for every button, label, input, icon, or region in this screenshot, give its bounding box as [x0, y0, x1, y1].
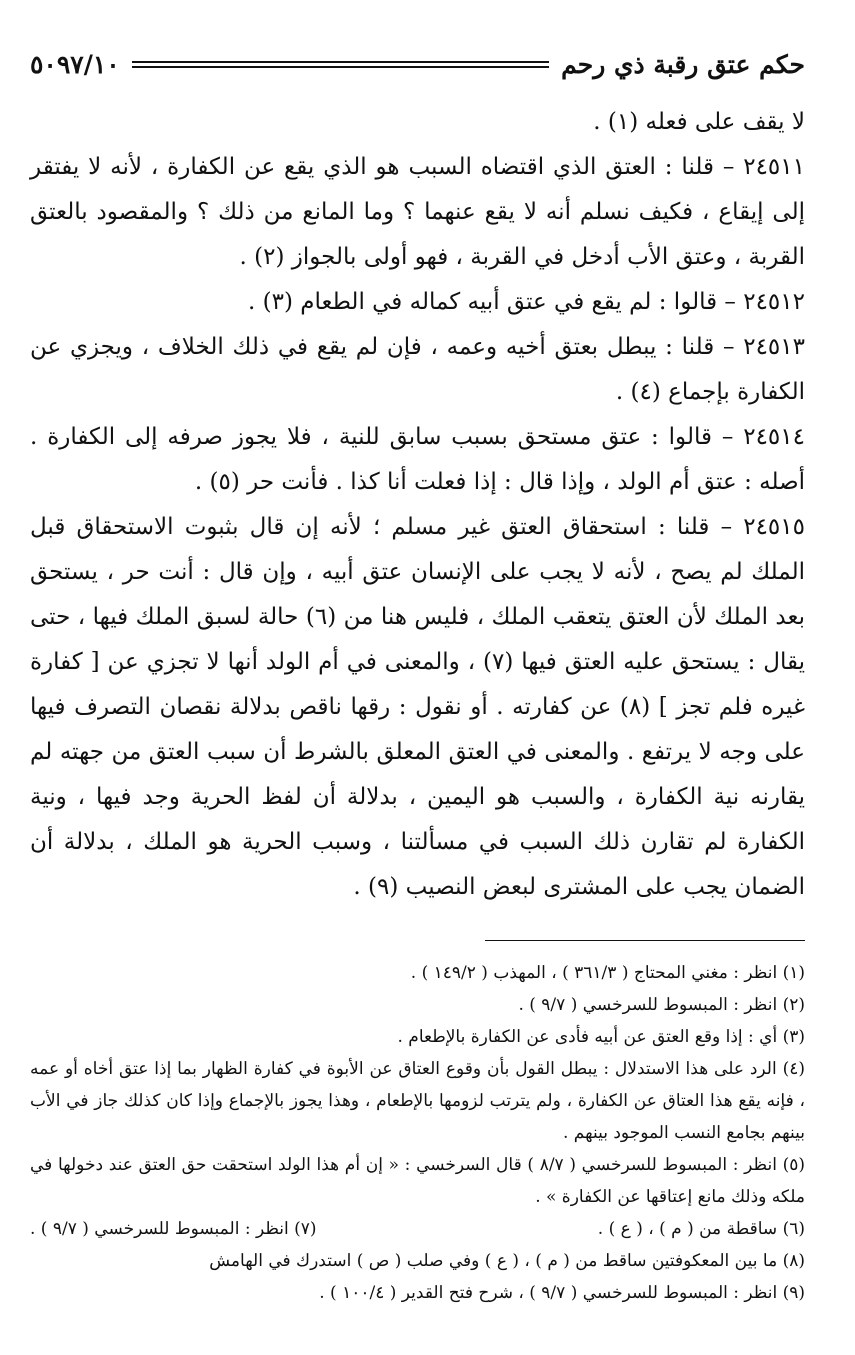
footnote: (٩) انظر : المبسوط للسرخسي ( ٩/٧ ) ، شرح فتح القدير ( ١٠٠/٤ ) .	[319, 1283, 805, 1303]
paragraph: ٢٤٥١٣ – قلنا : يبطل بعتق أخيه وعمه ، فإن لم يقع في ذلك الخلاف ، ويجزي عن الكفارة بإجماع (٤) .	[30, 334, 805, 405]
footnote: (٤) الرد على هذا الاستدلال : يبطل القول بأن وقوع العتاق عن الأبوة في كفارة الظهار بما إذا عتق أخاه أو عمه ، فإنه يقع هذا العتاق عن الكفارة ، ولم يترتب لزومها بالإطعام ، وهذا يجوز بالإجماع وإذا كان كذلك جاز في الأب بينهم بجامع النسب الموجود بينهم .	[30, 1059, 805, 1143]
paragraph: ٢٤٥١٤ – قالوا : عتق مستحق بسبب سابق للنية ، فلا يجوز صرفه إلى الكفارة . أصله : عتق أم الولد ، وإذا قال : إذا فعلت أنا كذا . فأنت حر (٥) .	[30, 424, 805, 495]
footnotes	[30, 957, 805, 1309]
paragraph: ٢٤٥١٥ – قلنا : استحقاق العتق غير مسلم ؛ لأنه إن قال بثبوت الاستحقاق قبل الملك لم يصح ، لأنه لا يجب على الإنسان عتق أبيه ، وإن قال : أنت حر ، يستحق بعد الملك لأن العتق يتعقب الملك ، فليس هنا من (٦) حالة لسبق الملك فيها ، حتى يقال : يستحق عليه العتق فيها (٧) ، والمعنى في أم الولد أنها لا تجزي عن [ كفارة غيره فلم تجز ] (٨) عن كفارته . أو نقول : رقها ناقص بدلالة نقصان التصرف فيها على وجه لا يرتفع . والمعنى في العتق المعلق بالشرط أن سبب العتق من جهته لم يقارنه نية الكفارة ، والسبب هو اليمين ، بدلالة أن لفظ الحرية وجد فيها ، ونية الكفارة لم تقارن ذلك السبب في مسألتنا ، وسبب الحرية هو الملك ، بدلالة أن الضمان يجب على المشترى لبعض النصيب (٩) .	[30, 514, 805, 900]
footnote: (١) انظر : مغني المحتاج ( ٣٦١/٣ ) ، المهذب ( ١٤٩/٢ ) .	[410, 963, 805, 983]
header-rule	[132, 61, 549, 68]
footnote: (٥) انظر : المبسوط للسرخسي ( ٨/٧ ) قال السرخسي : « إن أم هذا الولد استحقت حق العتق عند دخولها في ملكه وذلك مانع إعتاقها عن الكفارة » .	[30, 1155, 806, 1207]
paragraph: ٢٤٥١١ – قلنا : العتق الذي اقتضاه السبب هو الذي يقع عن الكفارة ، لأنه لا يفتقر إلى إيقاع ، فكيف نسلم أنه لا يقع عنهما ؟ وما المانع من ذلك ؟ والمقصود بالعتق القربة ، وعتق الأب أدخل في القربة ، فهو أولى بالجواز (٢) .	[30, 154, 805, 270]
footnote: (٦) ساقطة من ( م ) ، ( ع ) .	[597, 1219, 805, 1239]
page-number: ٥٠٩٧/١٠	[30, 49, 120, 79]
running-header	[30, 40, 805, 88]
footnote: (٣) أي : إذا وقع العتق عن أبيه فأدى عن الكفارة بالإطعام .	[397, 1027, 805, 1047]
book-page	[30, 40, 805, 1309]
footnote-separator	[485, 940, 805, 941]
footnote: (٨) ما بين المعكوفتين ساقط من ( م ) ، ( ع ) وفي صلب ( ص ) استدرك في الهامش	[209, 1251, 805, 1271]
paragraph: لا يقف على فعله (١) .	[593, 109, 805, 135]
chapter-title: حكم عتق رقبة ذي رحم	[561, 49, 805, 79]
footnote: (٧) انظر : المبسوط للسرخسي ( ٩/٧ ) .	[30, 1219, 317, 1239]
paragraph: ٢٤٥١٢ – قالوا : لم يقع في عتق أبيه كماله في الطعام (٣) .	[247, 289, 805, 315]
main-text	[30, 100, 805, 910]
footnote-row	[30, 1213, 805, 1245]
footnote: (٢) انظر : المبسوط للسرخسي ( ٩/٧ ) .	[518, 995, 805, 1015]
